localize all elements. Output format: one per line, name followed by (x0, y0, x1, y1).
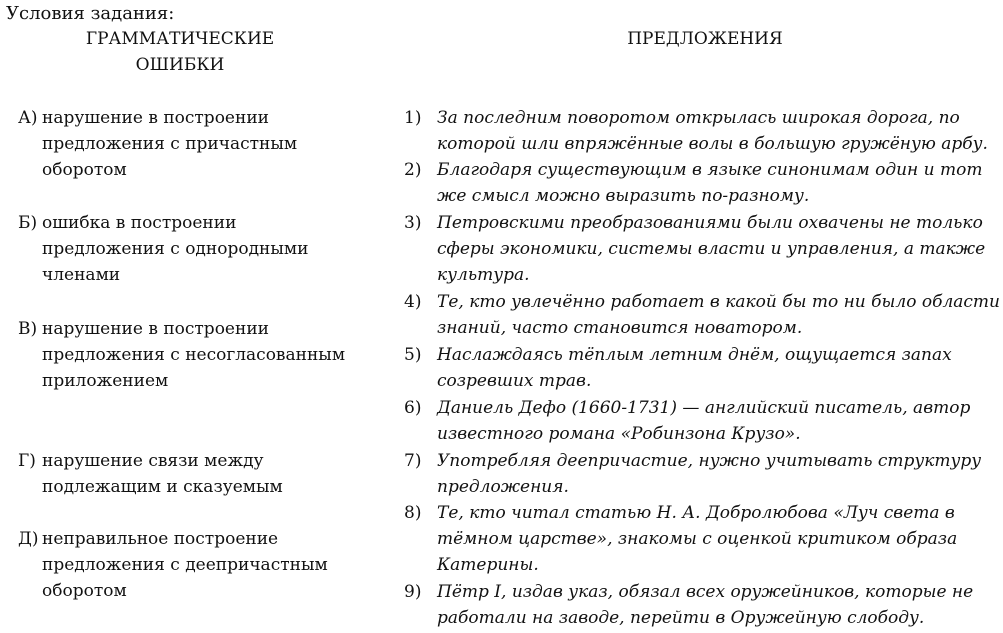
error-text: неправильное построение предложения с деепричастным оборотом (42, 529, 328, 601)
column-header-sentences: ПРЕДЛОЖЕНИЯ (627, 29, 783, 49)
error-text: нарушение в построении предложения с причастным оборотом (42, 108, 298, 180)
column-header-errors (60, 26, 300, 78)
error-item-v (18, 316, 358, 394)
sentence-item-3 (404, 210, 1002, 288)
error-text: нарушение связи между подлежащим и сказуемым (42, 451, 283, 497)
error-letter: В) (18, 319, 38, 339)
sentence-number: 9) (404, 582, 422, 602)
error-text: нарушение в построении предложения с несогласованным приложением (42, 319, 346, 391)
sentence-item-4 (404, 289, 1002, 341)
sentence-number: 1) (404, 108, 422, 128)
error-item-b (18, 210, 358, 288)
sentence-item-1 (404, 105, 1002, 157)
error-letter: А) (18, 108, 38, 128)
sentence-item-9 (404, 579, 1002, 631)
sentence-item-6 (404, 395, 1002, 447)
sentence-item-2 (404, 157, 1002, 209)
sentence-text: За последним поворотом открылась широкая дорога, по которой шли впряжённые волы в большую гружёную арбу. (437, 108, 988, 154)
sentence-text: Петровскими преобразованиями были охвачены не только сферы экономики, системы власти и управления, а также культура. (437, 213, 986, 285)
sentence-number: 5) (404, 345, 422, 365)
sentence-number: 6) (404, 398, 422, 418)
sentence-number: 4) (404, 292, 422, 312)
task-title: Условия задания: (6, 3, 175, 24)
column-header-errors-line2: ОШИБКИ (135, 55, 225, 75)
sentence-text: Благодаря существующим в языке синонимам один и тот же смысл можно выразить по-разному. (437, 160, 983, 206)
sentence-number: 2) (404, 160, 422, 180)
error-letter: Г) (18, 451, 36, 471)
error-item-g (18, 448, 358, 500)
sentence-text: Те, кто увлечённо работает в какой бы то ни было области знаний, часто становится новатором. (437, 292, 1001, 338)
sentence-text: Те, кто читал статью Н. А. Добролюбова «Луч света в тёмном царстве», знакомы с оценкой критиком образа Катерины. (437, 503, 958, 575)
sentence-text: Пётр I, издав указ, обязал всех оружейников, которые не работали на заводе, перейти в Оружейную слободу. (437, 582, 974, 628)
error-text: ошибка в построении предложения с однородными членами (42, 213, 309, 285)
error-letter: Б) (18, 213, 38, 233)
sentence-text: Употребляя деепричастие, нужно учитывать структуру предложения. (437, 451, 982, 497)
error-letter: Д) (18, 529, 39, 549)
sentence-number: 8) (404, 503, 422, 523)
error-item-d (18, 526, 358, 604)
sentence-item-7 (404, 448, 1002, 500)
error-item-a (18, 105, 358, 183)
sentence-number: 7) (404, 451, 422, 471)
column-header-errors-line1: ГРАММАТИЧЕСКИЕ (85, 29, 275, 49)
sentence-text: Даниель Дефо (1660-1731) — английский писатель, автор известного романа «Робинзона Крузо». (437, 398, 971, 444)
sentence-number: 3) (404, 213, 422, 233)
sentence-item-5 (404, 342, 1002, 394)
sentence-text: Наслаждаясь тёплым летним днём, ощущается запах созревших трав. (437, 345, 952, 391)
sentence-item-8 (404, 500, 1002, 578)
